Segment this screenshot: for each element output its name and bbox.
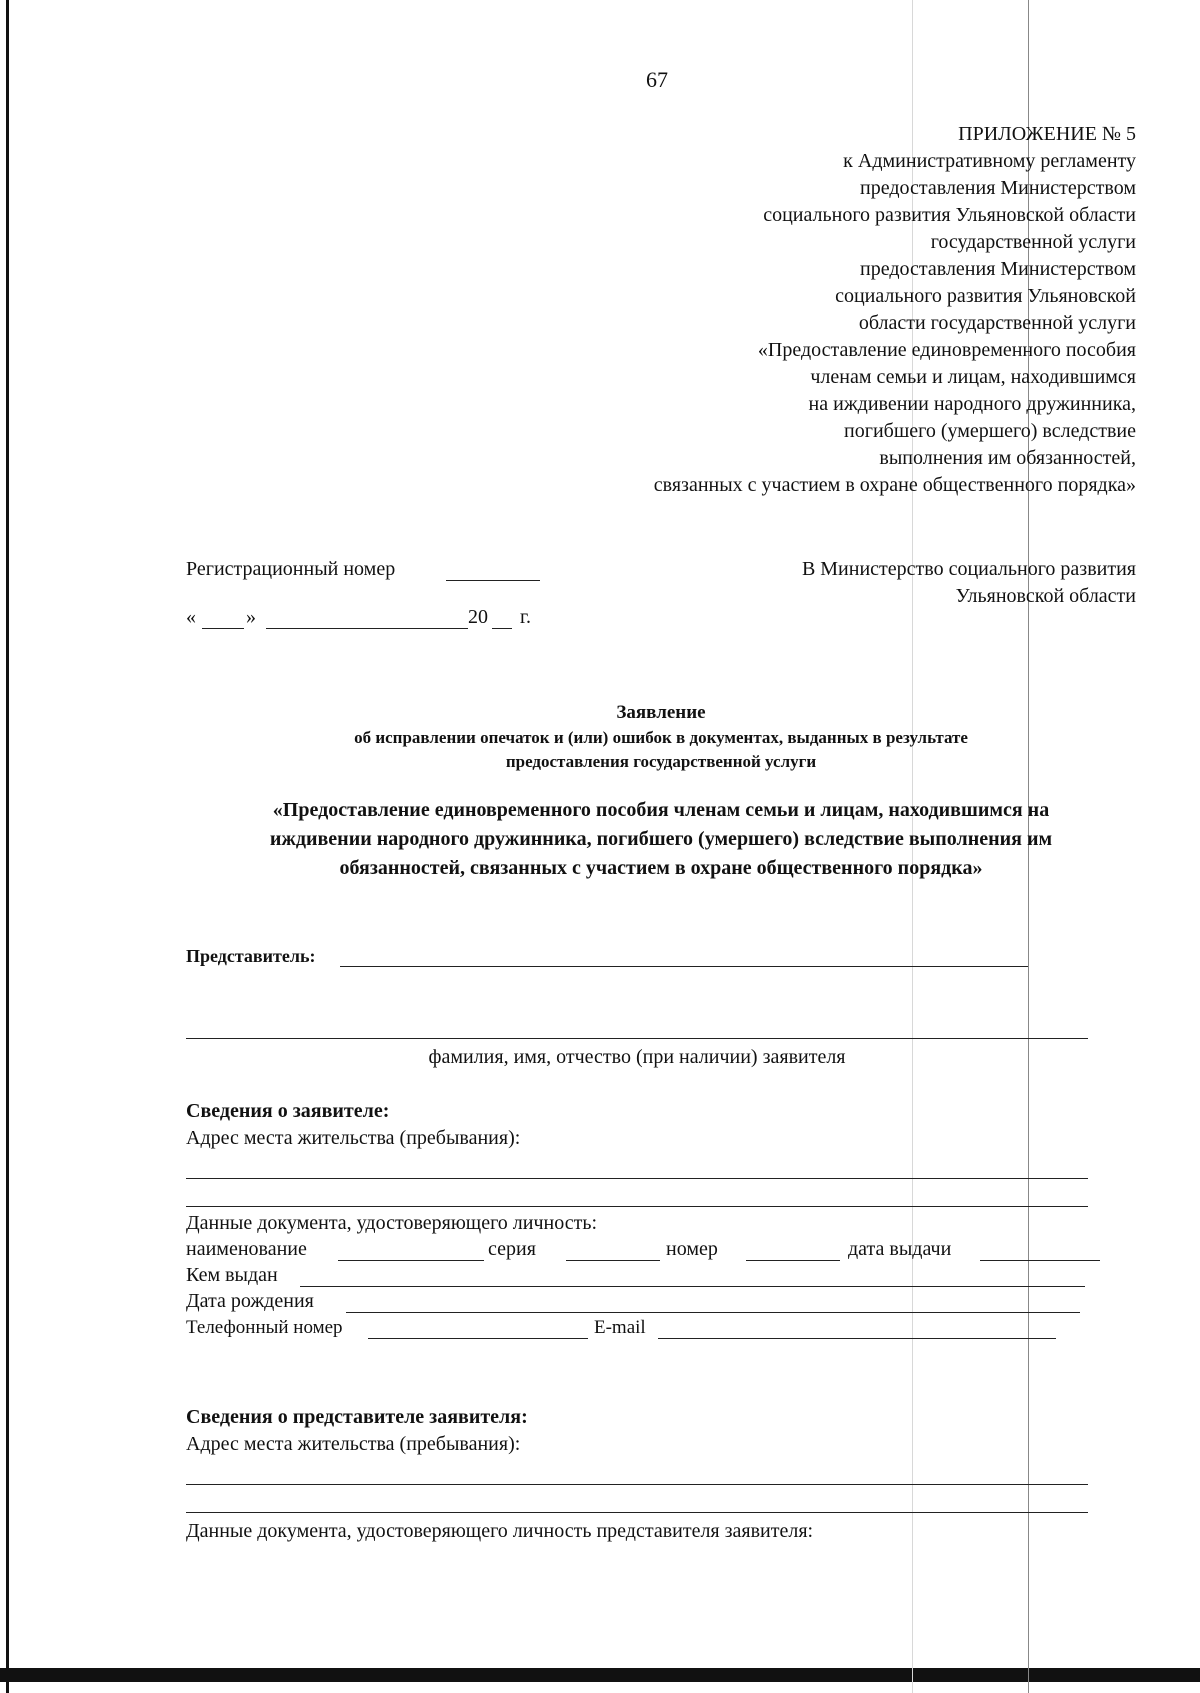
applicant-heading: Сведения о заявителе: bbox=[186, 1100, 390, 1122]
doc-issue-date-label: дата выдачи bbox=[848, 1238, 952, 1260]
registration-number-label: Регистрационный номер bbox=[186, 558, 396, 580]
title-heading: Заявление bbox=[616, 702, 706, 723]
appendix-line: социального развития Ульяновской bbox=[835, 285, 1136, 307]
date-day-field[interactable] bbox=[202, 628, 244, 629]
service-name bbox=[176, 796, 1146, 883]
date-year-prefix: 20 bbox=[468, 606, 488, 628]
representative-address-field-1[interactable] bbox=[186, 1484, 1088, 1485]
doc-number-label: номер bbox=[666, 1238, 718, 1260]
doc-issue-date-field[interactable] bbox=[980, 1260, 1100, 1261]
appendix-line: на иждивении народного дружинника, bbox=[808, 393, 1136, 415]
scan-bottom-bar bbox=[0, 1668, 1200, 1682]
addressee-line: Ульяновской области bbox=[955, 585, 1136, 607]
service-line: «Предоставление единовременного пособия членам семьи и лицам, находившимся на bbox=[272, 799, 1050, 821]
applicant-id-doc-label: Данные документа, удостоверяющего личность: bbox=[186, 1212, 598, 1234]
doc-number-field[interactable] bbox=[746, 1260, 840, 1261]
representative-field[interactable] bbox=[340, 966, 1028, 967]
applicant-address-label: Адрес места жительства (пребывания): bbox=[186, 1127, 521, 1149]
appendix-line: выполнения им обязанностей, bbox=[879, 447, 1136, 469]
appendix-line: предоставления Министерством bbox=[860, 258, 1136, 280]
phone-label: Телефонный номер bbox=[186, 1317, 343, 1338]
scan-left-edge bbox=[6, 0, 9, 1693]
appendix-line: «Предоставление единовременного пособия bbox=[757, 339, 1136, 361]
service-line: обязанностей, связанных с участием в охране общественного порядка» bbox=[339, 857, 983, 879]
issued-by-label: Кем выдан bbox=[186, 1264, 278, 1286]
birth-date-field[interactable] bbox=[346, 1312, 1080, 1313]
date-year-field[interactable] bbox=[492, 628, 512, 629]
date-year-suffix: г. bbox=[520, 606, 531, 628]
registration-number-field[interactable] bbox=[446, 580, 540, 581]
service-line: иждивении народного дружинника, погибшего (умершего) вследствие выполнения им bbox=[269, 828, 1053, 850]
appendix-line: области государственной услуги bbox=[858, 312, 1136, 334]
applicant-address-field-1[interactable] bbox=[186, 1178, 1088, 1179]
appendix-line: членам семьи и лицам, находившимся bbox=[810, 366, 1136, 388]
page-number: 67 bbox=[646, 67, 668, 92]
addressee-block bbox=[600, 556, 1136, 610]
date-open-quote: « bbox=[186, 606, 196, 628]
issued-by-field[interactable] bbox=[300, 1286, 1085, 1287]
doc-series-field[interactable] bbox=[566, 1260, 660, 1261]
appendix-line: предоставления Министерством bbox=[860, 177, 1136, 199]
representative-id-doc-label: Данные документа, удостоверяющего личность представителя заявителя: bbox=[186, 1520, 814, 1542]
phone-field[interactable] bbox=[368, 1338, 588, 1339]
doc-name-field[interactable] bbox=[338, 1260, 484, 1261]
representative-address-label: Адрес места жительства (пребывания): bbox=[186, 1433, 521, 1455]
appendix-line: погибшего (умершего) вследствие bbox=[844, 420, 1136, 442]
email-label: E-mail bbox=[594, 1317, 646, 1338]
title-subtitle: об исправлении опечаток и (или) ошибок в документах, выданных в результате bbox=[354, 728, 968, 747]
date-close-quote: » bbox=[246, 606, 256, 628]
representative-address-field-2[interactable] bbox=[186, 1512, 1088, 1513]
appendix-line: ПРИЛОЖЕНИЕ № 5 bbox=[958, 123, 1136, 145]
title-subtitle: предоставления государственной услуги bbox=[505, 752, 817, 771]
birth-date-label: Дата рождения bbox=[186, 1290, 314, 1312]
applicant-representative-heading: Сведения о представителе заявителя: bbox=[186, 1406, 528, 1428]
appendix-line: связанных с участием в охране общественного порядка» bbox=[653, 474, 1136, 496]
email-field[interactable] bbox=[658, 1338, 1056, 1339]
document-title bbox=[186, 700, 1136, 774]
doc-name-label: наименование bbox=[186, 1238, 307, 1260]
date-month-field[interactable] bbox=[266, 628, 468, 629]
applicant-name-caption: фамилия, имя, отчество (при наличии) заявителя bbox=[428, 1046, 846, 1068]
appendix-line: социального развития Ульяновской области bbox=[763, 204, 1136, 226]
applicant-address-field-2[interactable] bbox=[186, 1206, 1088, 1207]
appendix-block bbox=[400, 121, 1136, 499]
doc-series-label: серия bbox=[488, 1238, 536, 1260]
representative-label: Представитель: bbox=[186, 946, 316, 966]
applicant-name-field[interactable] bbox=[186, 1038, 1088, 1039]
appendix-line: к Административному регламенту bbox=[843, 150, 1136, 172]
appendix-line: государственной услуги bbox=[930, 231, 1136, 253]
addressee-line: В Министерство социального развития bbox=[801, 558, 1136, 580]
